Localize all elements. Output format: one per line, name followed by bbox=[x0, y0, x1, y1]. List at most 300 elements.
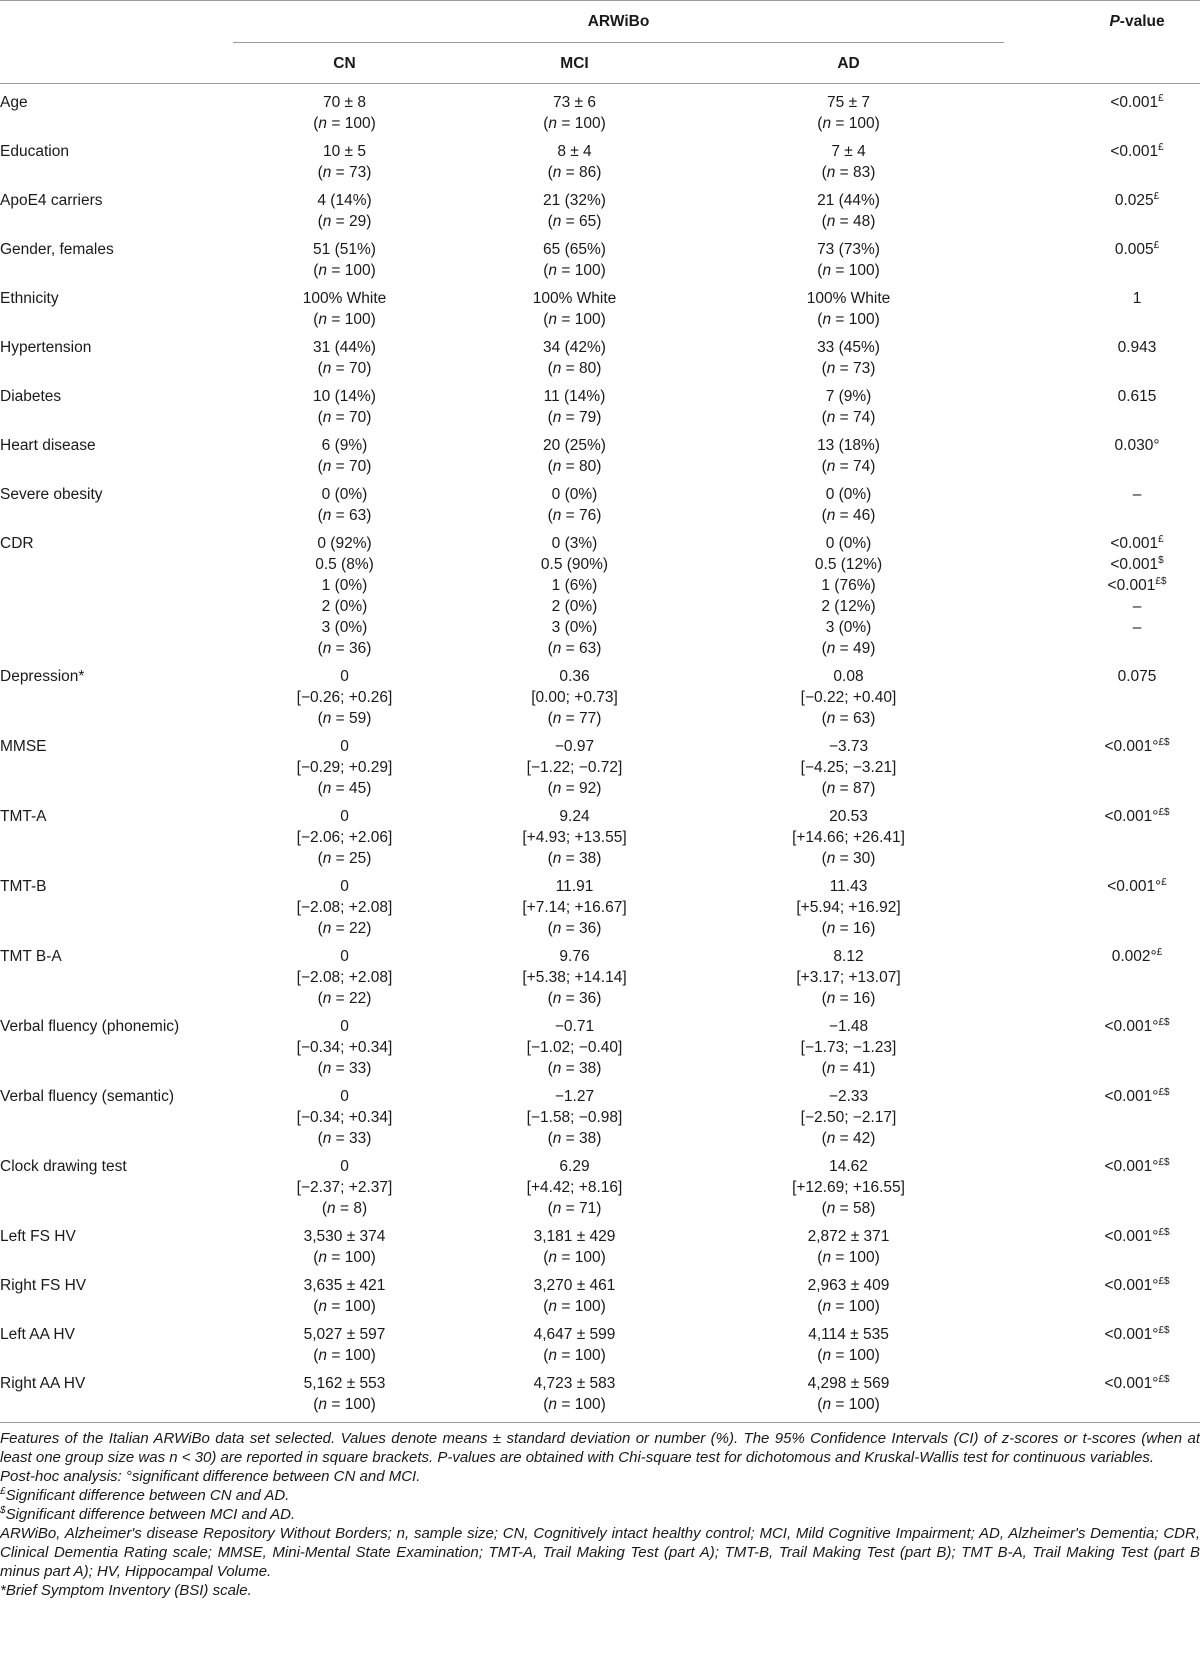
cell-pvalue bbox=[1004, 284, 1200, 333]
cell-line: 3,635 ± 421 bbox=[303, 1277, 386, 1294]
table-row bbox=[0, 732, 1200, 802]
table-row bbox=[0, 1369, 1200, 1423]
cell-ad bbox=[693, 1012, 1004, 1082]
row-label: Verbal fluency (phonemic) bbox=[0, 1018, 180, 1035]
pvalue-line bbox=[1074, 386, 1200, 407]
cell-line: 20.53 bbox=[829, 808, 868, 825]
pvalue-superscript: £ bbox=[1158, 93, 1164, 104]
cell-line: [+7.14; +16.67] bbox=[522, 899, 627, 916]
pvalue-line bbox=[1074, 1275, 1200, 1296]
pvalue-value: <0.001° bbox=[1104, 738, 1159, 755]
cell-line: (n = 87) bbox=[821, 780, 876, 797]
cell-line: 0 (0%) bbox=[321, 486, 368, 503]
pvalue-superscript: £ bbox=[1153, 191, 1160, 202]
cell-line: (n = 36) bbox=[547, 990, 602, 1007]
pvalue-line bbox=[1074, 1226, 1200, 1247]
cell-mci bbox=[456, 802, 693, 872]
cell-line: 0 bbox=[340, 1158, 349, 1175]
pvalue-line bbox=[1074, 141, 1200, 162]
pvalue-line bbox=[1074, 617, 1200, 638]
cell-mci bbox=[456, 1271, 693, 1320]
cell-line: 100% White bbox=[532, 290, 617, 307]
cell-line: 4,647 ± 599 bbox=[533, 1326, 616, 1343]
cell-line: (n = 73) bbox=[317, 164, 372, 181]
cell-line: 33 (45%) bbox=[817, 339, 880, 356]
pvalue-line bbox=[1074, 575, 1200, 596]
cell-cn bbox=[233, 431, 456, 480]
pvalue-value: 0.943 bbox=[1117, 339, 1157, 356]
cell-cn bbox=[233, 732, 456, 802]
cell-line: 4 (14%) bbox=[317, 192, 372, 209]
cell-line: 5,027 ± 597 bbox=[303, 1326, 386, 1343]
cell-ad bbox=[693, 1320, 1004, 1369]
cell-cn bbox=[233, 1222, 456, 1271]
table-footnotes bbox=[0, 1429, 1200, 1600]
pvalue-line bbox=[1074, 533, 1200, 554]
cell-line: (n = 38) bbox=[547, 1060, 602, 1077]
pvalue-value: <0.001 bbox=[1110, 535, 1159, 552]
cell-line: (n = 33) bbox=[317, 1130, 372, 1147]
cell-line: (n = 16) bbox=[821, 920, 876, 937]
cell-ad bbox=[693, 1271, 1004, 1320]
cell-line: 73 (73%) bbox=[817, 241, 880, 258]
pvalue-value: 0.075 bbox=[1117, 668, 1157, 685]
cell-line: 9.24 bbox=[559, 808, 590, 825]
cell-line: 0 bbox=[340, 1088, 349, 1105]
cell-line: 0 bbox=[340, 738, 349, 755]
cell-pvalue bbox=[1004, 1152, 1200, 1222]
cell-line: 13 (18%) bbox=[817, 437, 880, 454]
pvalue-header: P-value bbox=[1004, 1, 1200, 43]
row-label: Left AA HV bbox=[0, 1326, 75, 1343]
pvalue-value: <0.001° bbox=[1104, 1018, 1159, 1035]
cell-ad bbox=[693, 802, 1004, 872]
cell-line: (n = 74) bbox=[821, 409, 876, 426]
cell-line: 5,162 ± 553 bbox=[303, 1375, 386, 1392]
cell-line: [+12.69; +16.55] bbox=[792, 1179, 905, 1196]
group-header: ARWiBo bbox=[233, 1, 1004, 43]
cell-ad bbox=[693, 732, 1004, 802]
cell-ad bbox=[693, 431, 1004, 480]
cell-mci bbox=[456, 1320, 693, 1369]
cell-line: [−1.58; −0.98] bbox=[526, 1109, 623, 1126]
cell-line: (n = 100) bbox=[543, 1396, 606, 1413]
cell-line: 11.91 bbox=[555, 878, 594, 895]
cell-line: 7 (9%) bbox=[825, 388, 872, 405]
pvalue-value: – bbox=[1132, 486, 1142, 503]
pvalue-line bbox=[1074, 1016, 1200, 1037]
cell-pvalue bbox=[1004, 1369, 1200, 1423]
pvalue-value: <0.001° bbox=[1104, 1326, 1159, 1343]
cell-line: 0.5 (12%) bbox=[814, 556, 883, 573]
cell-line: [−0.34; +0.34] bbox=[296, 1039, 393, 1056]
cell-ad bbox=[693, 872, 1004, 942]
col-header-ad: AD bbox=[693, 43, 1004, 84]
cell-line: 1 (6%) bbox=[551, 577, 598, 594]
cell-line: 2,963 ± 409 bbox=[807, 1277, 890, 1294]
cell-ad bbox=[693, 84, 1004, 138]
cell-line: (n = 70) bbox=[317, 409, 372, 426]
cell-mci bbox=[456, 662, 693, 732]
cell-line: (n = 86) bbox=[547, 164, 602, 181]
cell-line: 0.36 bbox=[559, 668, 590, 685]
cell-line: 75 ± 7 bbox=[827, 94, 870, 111]
cell-ad bbox=[693, 1082, 1004, 1152]
row-label: Gender, females bbox=[0, 241, 114, 258]
cell-cn bbox=[233, 84, 456, 138]
cell-cn bbox=[233, 1369, 456, 1423]
cell-line: (n = 100) bbox=[817, 262, 880, 279]
pvalue-line bbox=[1074, 288, 1200, 309]
cell-line: (n = 100) bbox=[543, 1298, 606, 1315]
cell-line: 6.29 bbox=[559, 1158, 590, 1175]
cell-line: (n = 63) bbox=[317, 507, 372, 524]
cell-pvalue bbox=[1004, 732, 1200, 802]
cell-line: [+5.94; +16.92] bbox=[796, 899, 901, 916]
cell-cn bbox=[233, 1082, 456, 1152]
cell-line: (n = 76) bbox=[547, 507, 602, 524]
cell-line: [+4.42; +8.16] bbox=[526, 1179, 623, 1196]
cell-line: (n = 100) bbox=[543, 311, 606, 328]
cell-line: (n = 25) bbox=[317, 850, 372, 867]
cell-line: (n = 100) bbox=[817, 1347, 880, 1364]
cell-line: 31 (44%) bbox=[313, 339, 376, 356]
cell-line: 0 bbox=[340, 808, 349, 825]
cell-line: (n = 100) bbox=[313, 1396, 376, 1413]
cell-line: 9.76 bbox=[559, 948, 590, 965]
cell-mci bbox=[456, 382, 693, 431]
cell-line: (n = 100) bbox=[313, 1347, 376, 1364]
cell-cn bbox=[233, 529, 456, 662]
pvalue-value: <0.001 bbox=[1110, 143, 1159, 160]
cell-line: 10 ± 5 bbox=[323, 143, 366, 160]
cell-mci bbox=[456, 1222, 693, 1271]
pvalue-value: 0.615 bbox=[1117, 388, 1157, 405]
cell-ad bbox=[693, 662, 1004, 732]
cell-cn bbox=[233, 802, 456, 872]
cell-line: (n = 73) bbox=[821, 360, 876, 377]
cell-line: (n = 65) bbox=[547, 213, 602, 230]
table-row bbox=[0, 333, 1200, 382]
cell-line: [−2.37; +2.37] bbox=[296, 1179, 393, 1196]
row-label: TMT-B bbox=[0, 878, 47, 895]
cell-pvalue bbox=[1004, 1320, 1200, 1369]
cell-mci bbox=[456, 872, 693, 942]
row-label: CDR bbox=[0, 535, 34, 552]
pvalue-superscript: £$ bbox=[1158, 1157, 1170, 1168]
cell-line: [+14.66; +26.41] bbox=[792, 829, 905, 846]
cell-cn bbox=[233, 186, 456, 235]
cell-line: [−2.50; −2.17] bbox=[800, 1109, 897, 1126]
table-row bbox=[0, 872, 1200, 942]
cell-line: 8.12 bbox=[833, 948, 864, 965]
pvalue-line bbox=[1074, 946, 1200, 967]
cell-pvalue bbox=[1004, 333, 1200, 382]
cell-line: (n = 30) bbox=[821, 850, 876, 867]
table-row bbox=[0, 284, 1200, 333]
header-blank-2 bbox=[0, 43, 233, 84]
cell-ad bbox=[693, 942, 1004, 1012]
cell-line: 3 (0%) bbox=[825, 619, 872, 636]
cell-mci bbox=[456, 284, 693, 333]
pvalue-superscript: £ bbox=[1153, 240, 1160, 251]
cell-pvalue bbox=[1004, 529, 1200, 662]
cell-mci bbox=[456, 1082, 693, 1152]
cell-cn bbox=[233, 1152, 456, 1222]
cell-line: [−2.08; +2.08] bbox=[296, 899, 393, 916]
cell-line: (n = 41) bbox=[821, 1060, 876, 1077]
cell-ad bbox=[693, 1369, 1004, 1423]
cell-cn bbox=[233, 284, 456, 333]
cell-pvalue bbox=[1004, 1222, 1200, 1271]
pvalue-line bbox=[1074, 1086, 1200, 1107]
cell-line: (n = 77) bbox=[547, 710, 602, 727]
cell-mci bbox=[456, 235, 693, 284]
row-label: Depression* bbox=[0, 668, 85, 685]
cell-line: (n = 100) bbox=[817, 1396, 880, 1413]
cell-line: (n = 45) bbox=[317, 780, 372, 797]
cell-line: [−1.73; −1.23] bbox=[800, 1039, 897, 1056]
table-row bbox=[0, 84, 1200, 138]
cell-ad bbox=[693, 1222, 1004, 1271]
cell-line: 2 (0%) bbox=[321, 598, 368, 615]
pvalue-line bbox=[1074, 666, 1200, 687]
cell-cn bbox=[233, 942, 456, 1012]
cell-line: (n = 100) bbox=[313, 311, 376, 328]
pvalue-superscript: £ bbox=[1158, 534, 1164, 545]
cell-line: [−4.25; −3.21] bbox=[800, 759, 897, 776]
cell-mci bbox=[456, 186, 693, 235]
table-row bbox=[0, 480, 1200, 529]
cell-line: (n = 83) bbox=[821, 164, 876, 181]
row-label: Heart disease bbox=[0, 437, 96, 454]
pvalue-line bbox=[1074, 596, 1200, 617]
cell-line: (n = 70) bbox=[317, 458, 372, 475]
cell-mci bbox=[456, 942, 693, 1012]
cell-ad bbox=[693, 1152, 1004, 1222]
cell-cn bbox=[233, 137, 456, 186]
cell-ad bbox=[693, 137, 1004, 186]
cell-line: [+3.17; +13.07] bbox=[796, 969, 901, 986]
table-row bbox=[0, 1271, 1200, 1320]
row-label: Clock drawing test bbox=[0, 1158, 127, 1175]
cell-line: −1.48 bbox=[828, 1018, 869, 1035]
pvalue-value: 0.002° bbox=[1111, 948, 1157, 965]
pvalue-superscript: £$ bbox=[1158, 1276, 1170, 1287]
cell-line: 0 (0%) bbox=[825, 535, 872, 552]
pvalue-superscript: £$ bbox=[1155, 576, 1167, 587]
cell-line: 11.43 bbox=[829, 878, 868, 895]
cell-line: −0.71 bbox=[554, 1018, 595, 1035]
header-blank bbox=[0, 1, 233, 43]
footnote-pound: £Significant difference between CN and AD. bbox=[0, 1486, 290, 1504]
cell-line: −2.33 bbox=[828, 1088, 869, 1105]
cell-line: (n = 80) bbox=[547, 360, 602, 377]
cell-line: (n = 33) bbox=[317, 1060, 372, 1077]
cell-line: (n = 63) bbox=[547, 640, 602, 657]
cell-line: 65 (65%) bbox=[543, 241, 606, 258]
pvalue-superscript: £ bbox=[1161, 877, 1167, 888]
pvalue-superscript: £ bbox=[1156, 947, 1163, 958]
row-label: TMT-A bbox=[0, 808, 47, 825]
pvalue-value: – bbox=[1132, 619, 1142, 636]
cell-line: 21 (44%) bbox=[817, 192, 880, 209]
cell-line: 10 (14%) bbox=[313, 388, 376, 405]
cell-line: 0 bbox=[340, 878, 349, 895]
cell-line: [−0.22; +0.40] bbox=[800, 689, 897, 706]
table-row bbox=[0, 382, 1200, 431]
row-label: MMSE bbox=[0, 738, 47, 755]
table-row bbox=[0, 137, 1200, 186]
cell-pvalue bbox=[1004, 235, 1200, 284]
cell-line: 73 ± 6 bbox=[553, 94, 596, 111]
cell-line: (n = 100) bbox=[543, 1249, 606, 1266]
cell-line: [−2.08; +2.08] bbox=[296, 969, 393, 986]
pvalue-value: 0.005 bbox=[1114, 241, 1154, 258]
table-row bbox=[0, 662, 1200, 732]
cell-line: 0 bbox=[340, 668, 349, 685]
pvalue-line bbox=[1074, 337, 1200, 358]
cell-line: 3,530 ± 374 bbox=[303, 1228, 386, 1245]
cell-line: (n = 71) bbox=[547, 1200, 602, 1217]
row-label: Left FS HV bbox=[0, 1228, 76, 1245]
cell-line: −0.97 bbox=[554, 738, 595, 755]
table-row bbox=[0, 529, 1200, 662]
cell-line: (n = 48) bbox=[821, 213, 876, 230]
cell-cn bbox=[233, 235, 456, 284]
cell-line: 6 (9%) bbox=[321, 437, 368, 454]
pvalue-value: <0.001 bbox=[1110, 94, 1159, 111]
cell-pvalue bbox=[1004, 662, 1200, 732]
cell-line: (n = 22) bbox=[317, 920, 372, 937]
table-row bbox=[0, 1082, 1200, 1152]
cell-ad bbox=[693, 284, 1004, 333]
cell-line: (n = 38) bbox=[547, 850, 602, 867]
cell-line: 3,181 ± 429 bbox=[533, 1228, 616, 1245]
cell-line: (n = 42) bbox=[821, 1130, 876, 1147]
row-label: TMT B-A bbox=[0, 948, 62, 965]
cell-ad bbox=[693, 382, 1004, 431]
table-row bbox=[0, 186, 1200, 235]
cell-cn bbox=[233, 480, 456, 529]
pvalue-line bbox=[1074, 435, 1200, 456]
pvalue-value: <0.001° bbox=[1104, 808, 1159, 825]
cell-mci bbox=[456, 137, 693, 186]
col-header-mci: MCI bbox=[456, 43, 693, 84]
pvalue-value: 1 bbox=[1132, 290, 1142, 307]
pvalue-value: <0.001° bbox=[1107, 878, 1162, 895]
cell-pvalue bbox=[1004, 1082, 1200, 1152]
cell-line: (n = 100) bbox=[543, 262, 606, 279]
cell-ad bbox=[693, 235, 1004, 284]
cell-line: 34 (42%) bbox=[543, 339, 606, 356]
cell-pvalue bbox=[1004, 84, 1200, 138]
cell-line: 0 bbox=[340, 948, 349, 965]
cell-ad bbox=[693, 333, 1004, 382]
cell-line: 3 (0%) bbox=[551, 619, 598, 636]
row-label: Right FS HV bbox=[0, 1277, 87, 1294]
pvalue-value: <0.001 bbox=[1110, 556, 1159, 573]
pvalue-superscript: £$ bbox=[1158, 807, 1170, 818]
pvalue-superscript: £$ bbox=[1158, 1017, 1170, 1028]
cell-line: (n = 80) bbox=[547, 458, 602, 475]
row-label: Diabetes bbox=[0, 388, 62, 405]
footnote-main: Features of the Italian ARWiBo data set selected. Values denote means ± standard deviation or number (%). The 95% Confidence Intervals (CI) of z-scores or t-scores (when at least one group size was n < 30) are reported in square brackets. P-values are obtained with Chi-square test for dichotomous and Kruskal-Wallis test for continuous variables. bbox=[0, 1430, 1200, 1466]
cell-line: 0 (0%) bbox=[825, 486, 872, 503]
pvalue-superscript: £$ bbox=[1158, 1227, 1170, 1238]
pvalue-value: <0.001° bbox=[1104, 1277, 1159, 1294]
pvalue-superscript: £$ bbox=[1158, 1374, 1170, 1385]
cell-line: (n = 63) bbox=[821, 710, 876, 727]
cell-line: 4,114 ± 535 bbox=[808, 1326, 889, 1343]
cell-line: 8 ± 4 bbox=[557, 143, 592, 160]
cell-line: (n = 46) bbox=[821, 507, 876, 524]
pvalue-line bbox=[1074, 1156, 1200, 1177]
row-label: Age bbox=[0, 94, 28, 111]
cell-mci bbox=[456, 333, 693, 382]
cell-mci bbox=[456, 529, 693, 662]
row-label: Verbal fluency (semantic) bbox=[0, 1088, 175, 1105]
pvalue-line bbox=[1074, 190, 1200, 211]
table-row bbox=[0, 1320, 1200, 1369]
cell-line: 0 bbox=[340, 1018, 349, 1035]
cell-line: 2 (12%) bbox=[821, 598, 876, 615]
pvalue-value: 0.030° bbox=[1114, 437, 1160, 454]
cell-line: (n = 36) bbox=[317, 640, 372, 657]
cell-mci bbox=[456, 1369, 693, 1423]
cell-line: (n = 22) bbox=[317, 990, 372, 1007]
cell-line: 1 (0%) bbox=[321, 577, 368, 594]
cell-line: −1.27 bbox=[554, 1088, 595, 1105]
table-row bbox=[0, 1012, 1200, 1082]
cell-cn bbox=[233, 382, 456, 431]
cell-line: (n = 100) bbox=[313, 115, 376, 132]
header-blank-3 bbox=[1004, 43, 1200, 84]
table-row bbox=[0, 1152, 1200, 1222]
cell-mci bbox=[456, 1152, 693, 1222]
cell-ad bbox=[693, 529, 1004, 662]
pvalue-value: <0.001° bbox=[1104, 1228, 1159, 1245]
pvalue-value: <0.001° bbox=[1104, 1158, 1159, 1175]
cell-line: 70 ± 8 bbox=[323, 94, 366, 111]
cell-line: (n = 59) bbox=[317, 710, 372, 727]
cell-mci bbox=[456, 431, 693, 480]
cell-line: 3,270 ± 461 bbox=[533, 1277, 616, 1294]
cell-pvalue bbox=[1004, 942, 1200, 1012]
cell-mci bbox=[456, 84, 693, 138]
cell-line: (n = 49) bbox=[821, 640, 876, 657]
cell-line: −3.73 bbox=[828, 738, 869, 755]
cell-cn bbox=[233, 1320, 456, 1369]
cell-mci bbox=[456, 732, 693, 802]
pvalue-value: <0.001° bbox=[1104, 1088, 1159, 1105]
cell-line: (n = 58) bbox=[821, 1200, 876, 1217]
footnote-dollar: $Significant difference between MCI and AD. bbox=[0, 1505, 296, 1523]
pvalue-line bbox=[1074, 239, 1200, 260]
pvalue-line bbox=[1074, 736, 1200, 757]
cell-line: 4,298 ± 569 bbox=[807, 1375, 890, 1392]
row-label: Hypertension bbox=[0, 339, 92, 356]
cell-line: (n = 100) bbox=[543, 115, 606, 132]
cell-line: [−0.29; +0.29] bbox=[296, 759, 393, 776]
row-label: ApoE4 carriers bbox=[0, 192, 103, 209]
cell-line: (n = 16) bbox=[821, 990, 876, 1007]
cell-line: [−0.34; +0.34] bbox=[296, 1109, 393, 1126]
cell-line: [−2.06; +2.06] bbox=[296, 829, 393, 846]
cell-line: 20 (25%) bbox=[543, 437, 606, 454]
table-row bbox=[0, 802, 1200, 872]
cell-line: 0.08 bbox=[833, 668, 864, 685]
